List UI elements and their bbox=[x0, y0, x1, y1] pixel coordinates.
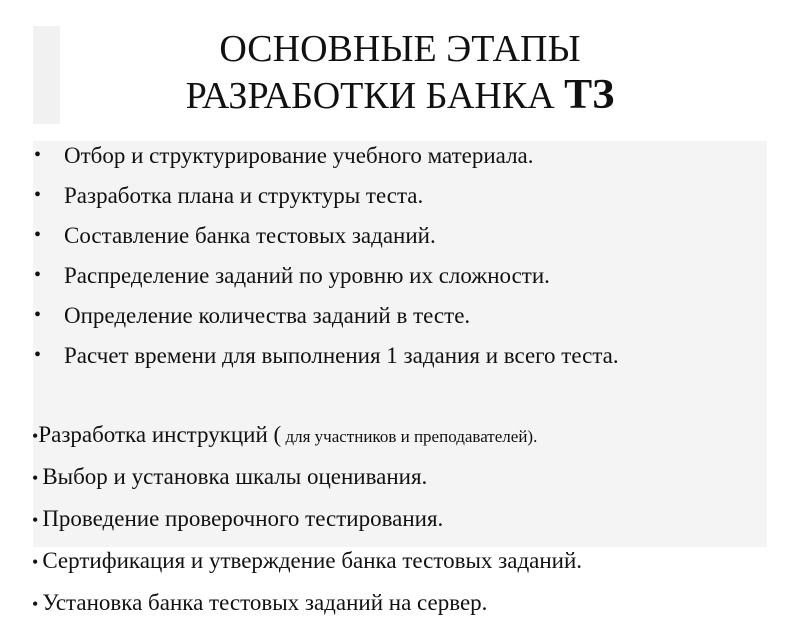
steps-list bbox=[30, 140, 792, 380]
list-item bbox=[32, 503, 792, 536]
list-item: • Распределение заданий по уровню их сложности. bbox=[30, 260, 792, 291]
scale-text: Выбор и установка шкалы оценивания. bbox=[42, 464, 428, 489]
bullet-icon: • bbox=[32, 426, 39, 446]
instructions-text: Разработка инструкций ( bbox=[38, 422, 282, 447]
bullet-icon: • bbox=[32, 594, 39, 614]
list-item bbox=[32, 419, 792, 452]
list-item: • Составление банка тестовых заданий. bbox=[30, 220, 792, 251]
page-title bbox=[0, 26, 800, 119]
instructions-note: для участников и преподавателей). bbox=[281, 427, 538, 446]
upload-text: Установка банка тестовых заданий на сервер. bbox=[42, 590, 488, 615]
list-item: • Разработка плана и структуры теста. bbox=[30, 180, 792, 211]
list-item bbox=[32, 545, 792, 578]
list-item: • Расчет времени для выполнения 1 задания и всего теста. bbox=[30, 340, 792, 371]
title-accent: ТЗ bbox=[564, 72, 615, 118]
bullet-icon: • bbox=[32, 552, 39, 572]
certification-text: Сертификация и утверждение банка тестовых заданий. bbox=[42, 548, 583, 573]
title-line-1: ОСНОВНЫЕ ЭТАПЫ bbox=[219, 28, 581, 70]
title-line-2: РАЗРАБОТКИ БАНКА bbox=[185, 75, 555, 117]
list-item: • Отбор и структурирование учебного материала. bbox=[30, 140, 792, 171]
bullet-icon: • bbox=[32, 468, 39, 488]
list-item: • Определение количества заданий в тесте. bbox=[30, 300, 792, 331]
list-item bbox=[32, 587, 792, 620]
additional-steps-list bbox=[32, 419, 792, 629]
pilot-text: Проведение проверочного тестирования. bbox=[42, 506, 444, 531]
bullet-icon: • bbox=[32, 510, 39, 530]
list-item bbox=[32, 461, 792, 494]
